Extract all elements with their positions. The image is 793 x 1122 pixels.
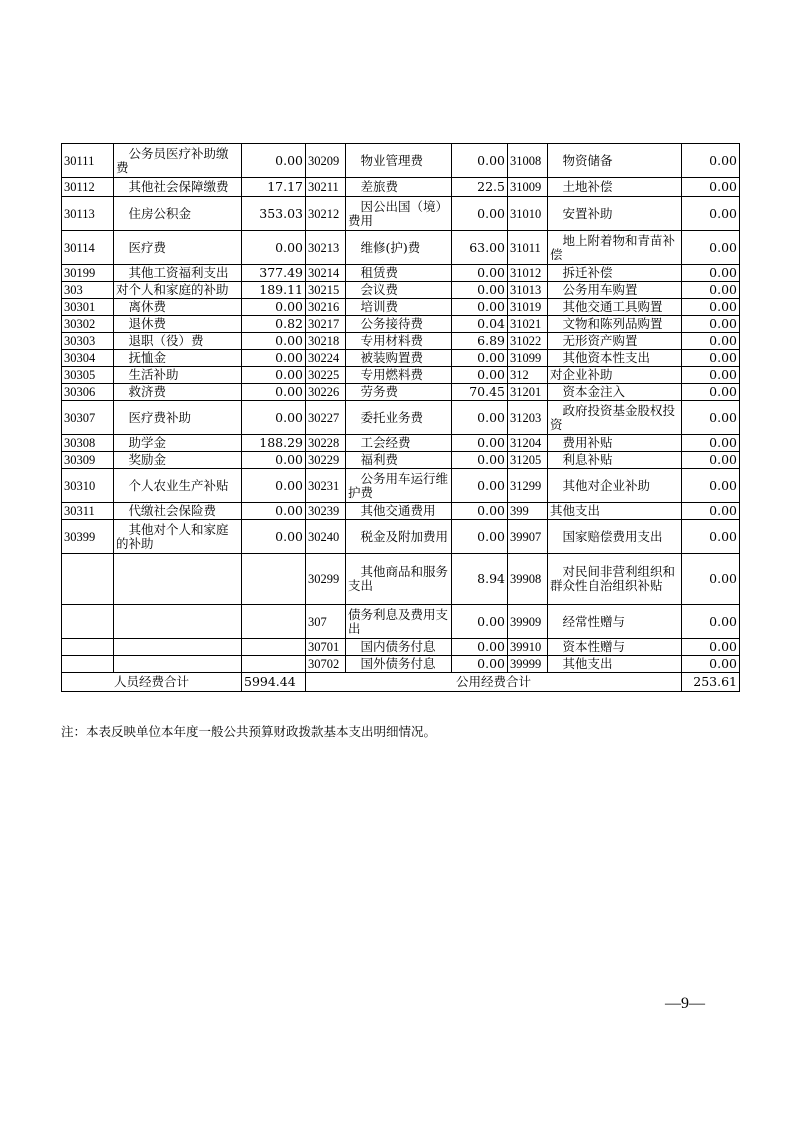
item-code: 30303 bbox=[62, 333, 114, 350]
item-amount: 0.00 bbox=[682, 350, 740, 367]
item-code: 30399 bbox=[62, 520, 114, 554]
item-amount bbox=[242, 605, 306, 639]
item-code: 31201 bbox=[508, 384, 548, 401]
item-amount: 0.00 bbox=[452, 452, 508, 469]
item-amount: 0.00 bbox=[682, 197, 740, 231]
item-amount: 0.00 bbox=[682, 401, 740, 435]
item-name: 因公出国（境）费用 bbox=[346, 197, 452, 231]
item-code bbox=[62, 656, 114, 673]
item-amount: 0.00 bbox=[682, 520, 740, 554]
item-name: 其他对企业补助 bbox=[548, 469, 682, 503]
item-amount: 0.00 bbox=[682, 452, 740, 469]
item-amount: 0.00 bbox=[682, 316, 740, 333]
item-amount: 0.00 bbox=[452, 435, 508, 452]
item-name: 其他社会保障缴费 bbox=[114, 178, 242, 197]
item-name: 抚恤金 bbox=[114, 350, 242, 367]
table-row bbox=[62, 605, 740, 639]
item-name: 其他商品和服务支出 bbox=[346, 554, 452, 605]
table-row bbox=[62, 554, 740, 605]
item-code: 31099 bbox=[508, 350, 548, 367]
item-code: 30113 bbox=[62, 197, 114, 231]
item-name: 差旅费 bbox=[346, 178, 452, 197]
item-name: 公务用车运行维护费 bbox=[346, 469, 452, 503]
item-name: 资本金注入 bbox=[548, 384, 682, 401]
item-code: 31009 bbox=[508, 178, 548, 197]
item-code: 30301 bbox=[62, 299, 114, 316]
item-name: 培训费 bbox=[346, 299, 452, 316]
table-row bbox=[62, 367, 740, 384]
item-name: 国家赔偿费用支出 bbox=[548, 520, 682, 554]
item-name: 医疗费补助 bbox=[114, 401, 242, 435]
item-name: 维修(护)费 bbox=[346, 231, 452, 265]
item-name: 物业管理费 bbox=[346, 144, 452, 178]
item-amount: 377.49 bbox=[242, 265, 306, 282]
item-amount: 0.00 bbox=[242, 144, 306, 178]
item-code: 31019 bbox=[508, 299, 548, 316]
item-code: 30310 bbox=[62, 469, 114, 503]
item-amount: 0.00 bbox=[682, 144, 740, 178]
item-name: 对民间非营利组织和群众性自治组织补贴 bbox=[548, 554, 682, 605]
item-name bbox=[114, 639, 242, 656]
item-code: 30228 bbox=[306, 435, 346, 452]
item-code: 30216 bbox=[306, 299, 346, 316]
item-name: 其他资本性支出 bbox=[548, 350, 682, 367]
item-amount: 0.00 bbox=[242, 503, 306, 520]
item-name: 会议费 bbox=[346, 282, 452, 299]
item-name: 其他交通费用 bbox=[346, 503, 452, 520]
item-amount: 0.00 bbox=[242, 469, 306, 503]
item-name: 代缴社会保险费 bbox=[114, 503, 242, 520]
item-name: 退休费 bbox=[114, 316, 242, 333]
item-code: 312 bbox=[508, 367, 548, 384]
item-code bbox=[62, 639, 114, 656]
item-name: 生活补助 bbox=[114, 367, 242, 384]
item-code: 307 bbox=[306, 605, 346, 639]
item-name: 个人农业生产补贴 bbox=[114, 469, 242, 503]
item-code: 30227 bbox=[306, 401, 346, 435]
item-code: 39907 bbox=[508, 520, 548, 554]
item-code: 30306 bbox=[62, 384, 114, 401]
totals-row bbox=[62, 673, 740, 692]
table-row bbox=[62, 401, 740, 435]
item-name bbox=[114, 554, 242, 605]
item-code: 39908 bbox=[508, 554, 548, 605]
table-row bbox=[62, 639, 740, 656]
item-name: 费用补贴 bbox=[548, 435, 682, 452]
item-amount bbox=[242, 554, 306, 605]
item-code: 30231 bbox=[306, 469, 346, 503]
item-code: 30224 bbox=[306, 350, 346, 367]
item-amount: 0.00 bbox=[682, 231, 740, 265]
item-name: 其他对个人和家庭的补助 bbox=[114, 520, 242, 554]
item-code: 30302 bbox=[62, 316, 114, 333]
item-amount: 0.82 bbox=[242, 316, 306, 333]
item-name: 债务利息及费用支出 bbox=[346, 605, 452, 639]
item-amount: 0.00 bbox=[452, 299, 508, 316]
item-code: 30239 bbox=[306, 503, 346, 520]
item-name: 退职（役）费 bbox=[114, 333, 242, 350]
item-code: 31013 bbox=[508, 282, 548, 299]
item-name: 安置补助 bbox=[548, 197, 682, 231]
item-amount: 353.03 bbox=[242, 197, 306, 231]
item-code: 31011 bbox=[508, 231, 548, 265]
table-row bbox=[62, 384, 740, 401]
table-row bbox=[62, 333, 740, 350]
item-amount: 0.00 bbox=[682, 554, 740, 605]
table-row bbox=[62, 282, 740, 299]
table-row bbox=[62, 435, 740, 452]
item-name: 土地补偿 bbox=[548, 178, 682, 197]
table-row bbox=[62, 520, 740, 554]
item-name: 利息补贴 bbox=[548, 452, 682, 469]
item-amount: 0.00 bbox=[452, 144, 508, 178]
table-row bbox=[62, 299, 740, 316]
item-code: 30309 bbox=[62, 452, 114, 469]
item-name: 租赁费 bbox=[346, 265, 452, 282]
item-amount: 0.00 bbox=[682, 265, 740, 282]
item-code: 30213 bbox=[306, 231, 346, 265]
item-name: 住房公积金 bbox=[114, 197, 242, 231]
item-name: 国内债务付息 bbox=[346, 639, 452, 656]
item-amount: 0.00 bbox=[682, 282, 740, 299]
item-amount: 188.29 bbox=[242, 435, 306, 452]
item-name: 政府投资基金股权投资 bbox=[548, 401, 682, 435]
item-amount: 0.00 bbox=[242, 367, 306, 384]
table-row bbox=[62, 144, 740, 178]
item-amount: 0.00 bbox=[452, 367, 508, 384]
table-row bbox=[62, 469, 740, 503]
item-code: 30702 bbox=[306, 656, 346, 673]
item-code: 30214 bbox=[306, 265, 346, 282]
item-name: 对个人和家庭的补助 bbox=[114, 282, 242, 299]
item-amount: 6.89 bbox=[452, 333, 508, 350]
table-note: 注：本表反映单位本年度一般公共预算财政拨款基本支出明细情况。 bbox=[61, 724, 437, 739]
item-name: 拆迁补偿 bbox=[548, 265, 682, 282]
item-name: 其他交通工具购置 bbox=[548, 299, 682, 316]
item-code: 31204 bbox=[508, 435, 548, 452]
item-amount: 0.00 bbox=[682, 469, 740, 503]
item-name: 福利费 bbox=[346, 452, 452, 469]
item-amount: 0.00 bbox=[682, 333, 740, 350]
item-code: 30226 bbox=[306, 384, 346, 401]
item-code: 30240 bbox=[306, 520, 346, 554]
item-name bbox=[114, 656, 242, 673]
item-code: 30307 bbox=[62, 401, 114, 435]
item-code: 30111 bbox=[62, 144, 114, 178]
personnel-total-label: 人员经费合计 bbox=[62, 673, 242, 692]
item-amount: 0.00 bbox=[452, 350, 508, 367]
item-name: 地上附着物和青苗补偿 bbox=[548, 231, 682, 265]
item-name: 其他工资福利支出 bbox=[114, 265, 242, 282]
item-code: 399 bbox=[508, 503, 548, 520]
item-name: 专用材料费 bbox=[346, 333, 452, 350]
item-code: 31021 bbox=[508, 316, 548, 333]
item-amount: 0.00 bbox=[682, 178, 740, 197]
item-name: 奖励金 bbox=[114, 452, 242, 469]
item-amount: 0.00 bbox=[452, 639, 508, 656]
item-name: 物资储备 bbox=[548, 144, 682, 178]
item-name: 公务用车购置 bbox=[548, 282, 682, 299]
item-code: 39909 bbox=[508, 605, 548, 639]
item-code: 30211 bbox=[306, 178, 346, 197]
item-code: 31299 bbox=[508, 469, 548, 503]
item-code: 39910 bbox=[508, 639, 548, 656]
page-number: —9— bbox=[665, 995, 705, 1012]
table-row bbox=[62, 316, 740, 333]
item-amount: 0.00 bbox=[682, 299, 740, 316]
item-amount: 0.00 bbox=[452, 401, 508, 435]
table-row bbox=[62, 656, 740, 673]
item-amount bbox=[242, 639, 306, 656]
item-code: 31012 bbox=[508, 265, 548, 282]
item-code: 31022 bbox=[508, 333, 548, 350]
item-name: 助学金 bbox=[114, 435, 242, 452]
item-name: 被装购置费 bbox=[346, 350, 452, 367]
table-row bbox=[62, 452, 740, 469]
item-name: 医疗费 bbox=[114, 231, 242, 265]
item-amount: 0.00 bbox=[452, 265, 508, 282]
item-amount bbox=[242, 656, 306, 673]
item-name: 工会经费 bbox=[346, 435, 452, 452]
personnel-total-amount: 5994.44 bbox=[242, 673, 306, 692]
item-code: 303 bbox=[62, 282, 114, 299]
item-name: 文物和陈列品购置 bbox=[548, 316, 682, 333]
item-amount: 0.00 bbox=[242, 333, 306, 350]
item-code: 30212 bbox=[306, 197, 346, 231]
item-amount: 0.00 bbox=[242, 231, 306, 265]
item-code: 30215 bbox=[306, 282, 346, 299]
item-amount: 0.00 bbox=[452, 520, 508, 554]
item-amount: 8.94 bbox=[452, 554, 508, 605]
item-name: 税金及附加费用 bbox=[346, 520, 452, 554]
item-code: 30229 bbox=[306, 452, 346, 469]
item-name: 无形资产购置 bbox=[548, 333, 682, 350]
item-code: 30305 bbox=[62, 367, 114, 384]
item-code: 30112 bbox=[62, 178, 114, 197]
item-code: 31008 bbox=[508, 144, 548, 178]
item-code: 30311 bbox=[62, 503, 114, 520]
item-amount: 0.00 bbox=[452, 605, 508, 639]
item-amount: 0.00 bbox=[242, 401, 306, 435]
item-name: 救济费 bbox=[114, 384, 242, 401]
item-amount: 17.17 bbox=[242, 178, 306, 197]
expenditure-table bbox=[61, 143, 740, 692]
item-amount: 0.00 bbox=[682, 639, 740, 656]
item-code: 31205 bbox=[508, 452, 548, 469]
table-row bbox=[62, 350, 740, 367]
item-amount: 0.00 bbox=[242, 299, 306, 316]
item-amount: 189.11 bbox=[242, 282, 306, 299]
table-row bbox=[62, 503, 740, 520]
item-name bbox=[114, 605, 242, 639]
item-amount: 0.00 bbox=[452, 469, 508, 503]
item-amount: 0.00 bbox=[452, 503, 508, 520]
item-amount: 0.00 bbox=[452, 282, 508, 299]
item-code: 30304 bbox=[62, 350, 114, 367]
item-code: 30701 bbox=[306, 639, 346, 656]
item-name: 经常性赠与 bbox=[548, 605, 682, 639]
item-name: 对企业补助 bbox=[548, 367, 682, 384]
item-code: 39999 bbox=[508, 656, 548, 673]
item-name: 离休费 bbox=[114, 299, 242, 316]
item-name: 公务接待费 bbox=[346, 316, 452, 333]
item-amount: 63.00 bbox=[452, 231, 508, 265]
item-amount: 0.00 bbox=[242, 520, 306, 554]
item-name: 国外债务付息 bbox=[346, 656, 452, 673]
item-amount: 0.00 bbox=[682, 435, 740, 452]
item-amount: 70.45 bbox=[452, 384, 508, 401]
item-name: 委托业务费 bbox=[346, 401, 452, 435]
item-name: 资本性赠与 bbox=[548, 639, 682, 656]
table-row bbox=[62, 265, 740, 282]
item-code bbox=[62, 554, 114, 605]
item-code: 30299 bbox=[306, 554, 346, 605]
item-code: 30209 bbox=[306, 144, 346, 178]
item-name: 劳务费 bbox=[346, 384, 452, 401]
item-code: 30217 bbox=[306, 316, 346, 333]
item-code: 30225 bbox=[306, 367, 346, 384]
item-code: 30218 bbox=[306, 333, 346, 350]
item-amount: 22.5 bbox=[452, 178, 508, 197]
item-amount: 0.00 bbox=[682, 656, 740, 673]
table-row bbox=[62, 231, 740, 265]
item-name: 专用燃料费 bbox=[346, 367, 452, 384]
item-amount: 0.00 bbox=[682, 503, 740, 520]
item-amount: 0.04 bbox=[452, 316, 508, 333]
item-name: 其他支出 bbox=[548, 503, 682, 520]
item-name: 公务员医疗补助缴费 bbox=[114, 144, 242, 178]
item-code bbox=[62, 605, 114, 639]
item-amount: 0.00 bbox=[452, 197, 508, 231]
item-name: 其他支出 bbox=[548, 656, 682, 673]
item-amount: 0.00 bbox=[242, 384, 306, 401]
table-row bbox=[62, 197, 740, 231]
public-total-amount: 253.61 bbox=[682, 673, 740, 692]
item-code: 31203 bbox=[508, 401, 548, 435]
item-amount: 0.00 bbox=[242, 350, 306, 367]
item-code: 30114 bbox=[62, 231, 114, 265]
table-body bbox=[62, 144, 740, 673]
item-code: 30308 bbox=[62, 435, 114, 452]
item-amount: 0.00 bbox=[682, 605, 740, 639]
table-row bbox=[62, 178, 740, 197]
item-amount: 0.00 bbox=[242, 452, 306, 469]
item-amount: 0.00 bbox=[682, 367, 740, 384]
item-amount: 0.00 bbox=[682, 384, 740, 401]
item-amount: 0.00 bbox=[452, 656, 508, 673]
item-code: 30199 bbox=[62, 265, 114, 282]
item-code: 31010 bbox=[508, 197, 548, 231]
public-total-label: 公用经费合计 bbox=[306, 673, 682, 692]
